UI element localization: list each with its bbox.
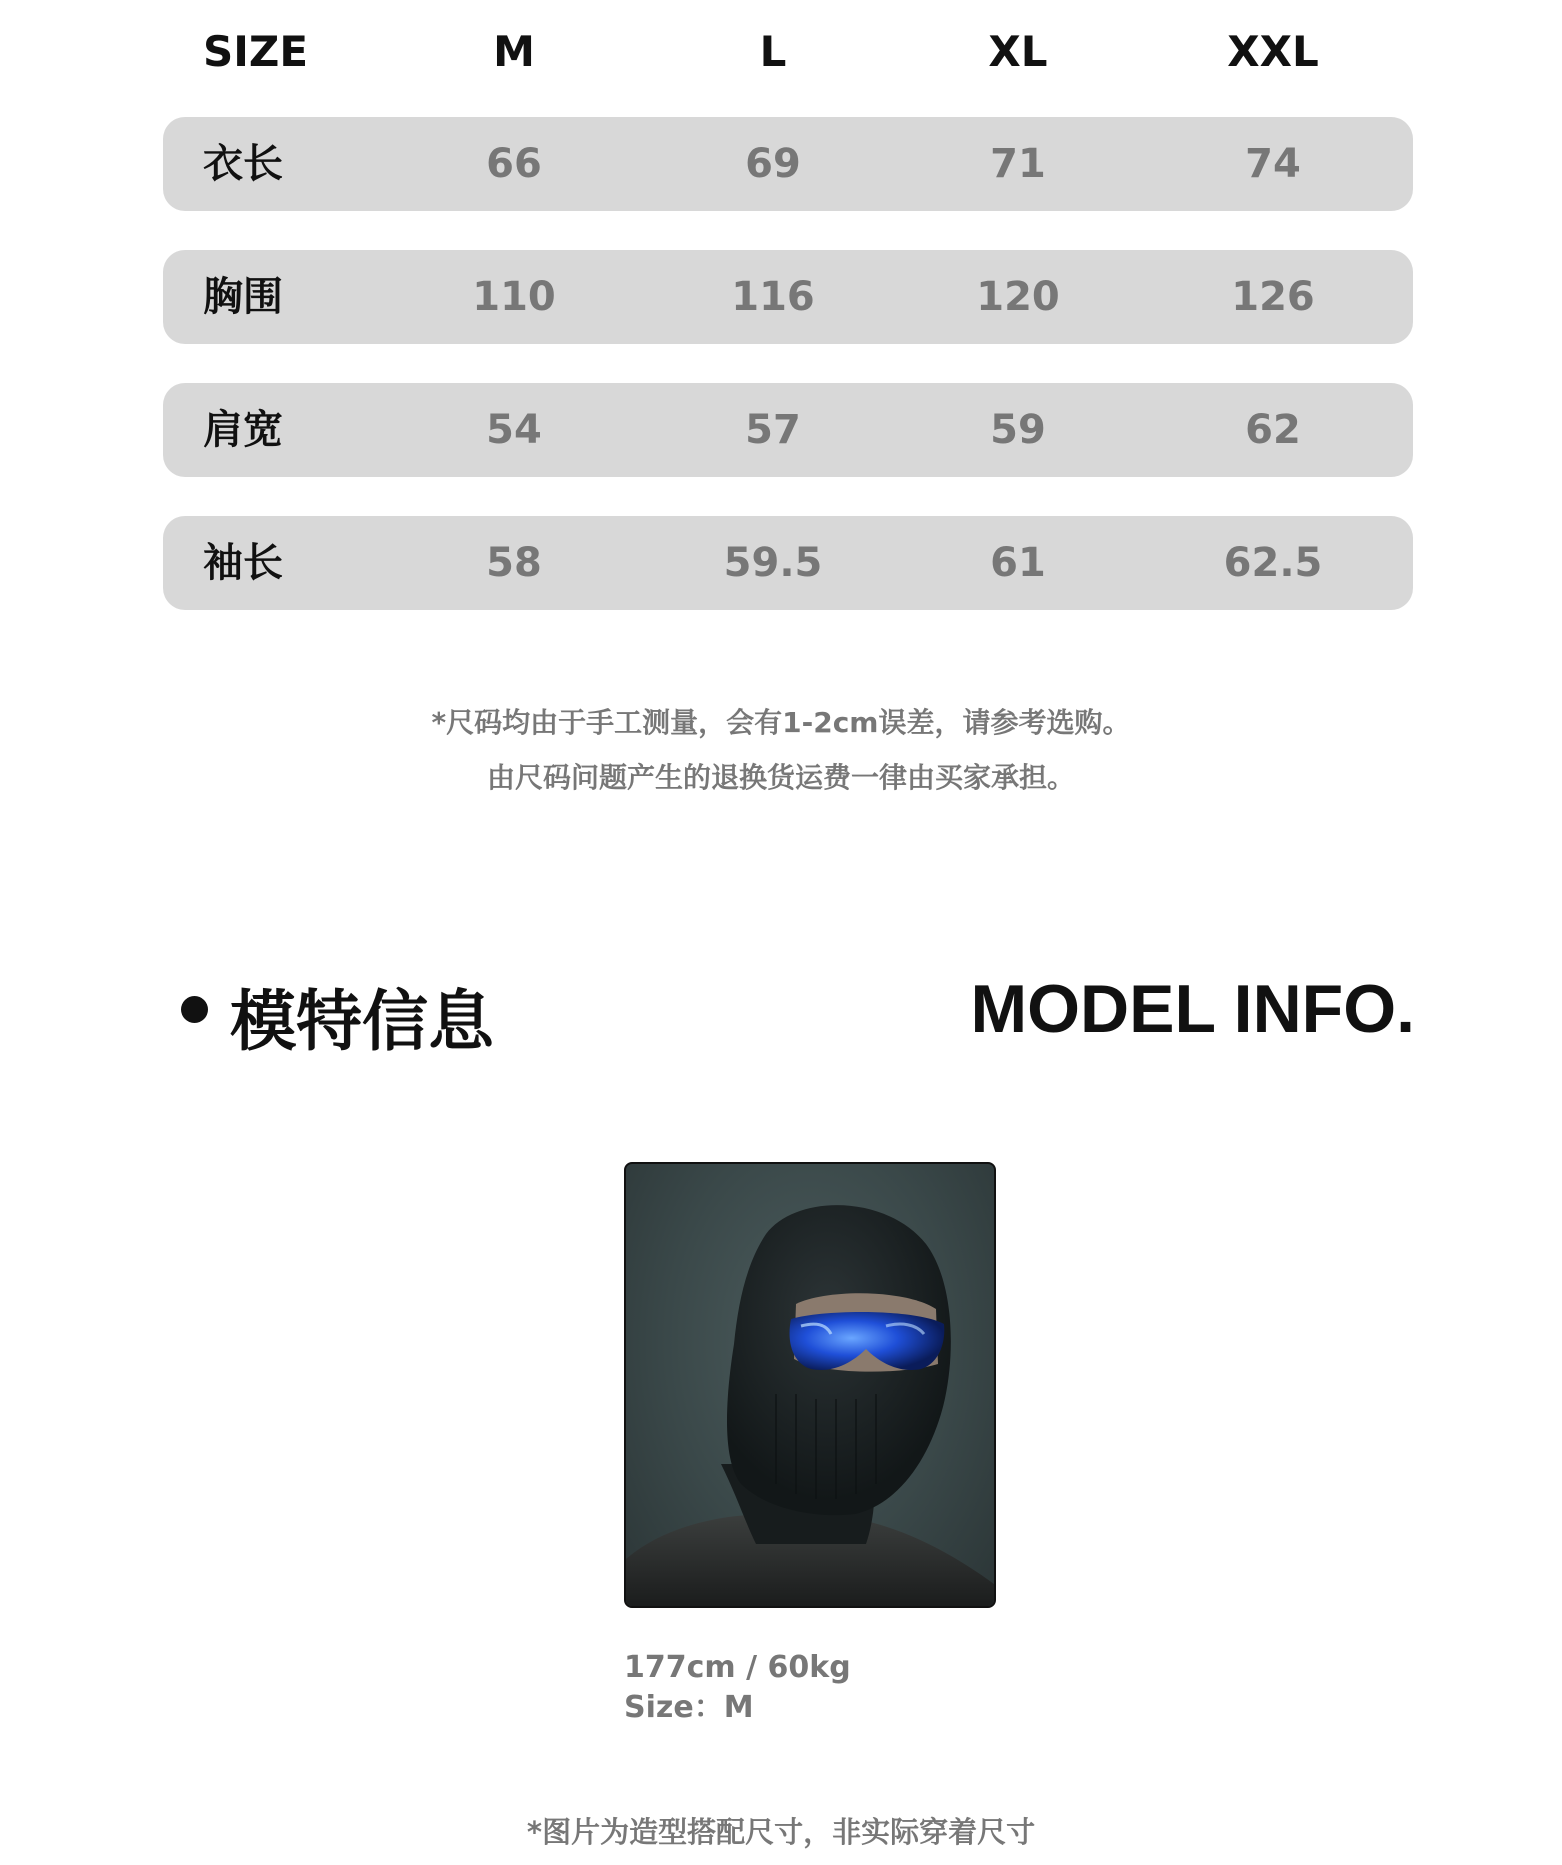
row-value-xxl: 74: [1245, 141, 1301, 187]
size-header-l: L: [759, 27, 787, 76]
bullet-dot: [181, 996, 208, 1023]
model-photo: [624, 1162, 996, 1608]
row-value-m: 54: [486, 407, 542, 453]
row-value-xxl: 126: [1231, 274, 1315, 320]
row-value-m: 110: [472, 274, 556, 320]
model-info-title-en: MODEL INFO.: [970, 971, 1415, 1047]
row-value-l: 69: [745, 141, 801, 187]
size-header-m: M: [493, 27, 535, 76]
size-row-chest: [163, 250, 1413, 344]
size-header-xxl: XXL: [1227, 27, 1319, 76]
row-label: 衣长: [203, 141, 283, 187]
size-row-shoulder: [163, 383, 1413, 477]
row-value-m: 58: [486, 540, 542, 586]
row-value-xl: 120: [976, 274, 1060, 320]
row-value-l: 59.5: [723, 540, 823, 586]
row-value-l: 116: [731, 274, 815, 320]
model-photo-illustration: [626, 1164, 994, 1606]
size-row-sleeve: [163, 516, 1413, 610]
model-size: Size：M: [624, 1690, 754, 1725]
row-label: 袖长: [203, 540, 283, 586]
row-value-xl: 71: [990, 141, 1046, 187]
row-value-xxl: 62: [1245, 407, 1301, 453]
model-footnote: *图片为造型搭配尺寸，非实际穿着尺寸: [526, 1815, 1036, 1849]
model-stats: [624, 1648, 851, 1728]
size-chart-header: [163, 5, 1413, 99]
row-label: 肩宽: [203, 407, 283, 453]
row-label: 胸围: [203, 274, 283, 320]
size-header-label: SIZE: [203, 27, 309, 76]
row-value-l: 57: [745, 407, 801, 453]
size-row-length: [163, 117, 1413, 211]
return-shipping-note: 由尺码问题产生的退换货运费一律由买家承担。: [486, 761, 1075, 794]
row-value-xl: 59: [990, 407, 1046, 453]
measurement-note: *尺码均由于手工测量，会有1-2cm误差，请参考选购。: [431, 706, 1131, 739]
row-value-xl: 61: [990, 540, 1046, 586]
row-value-m: 66: [486, 141, 542, 187]
model-info-title-cn: 模特信息: [230, 983, 494, 1060]
row-value-xxl: 62.5: [1223, 540, 1323, 586]
size-header-xl: XL: [988, 27, 1048, 76]
model-height-weight: 177cm / 60kg: [624, 1650, 851, 1685]
